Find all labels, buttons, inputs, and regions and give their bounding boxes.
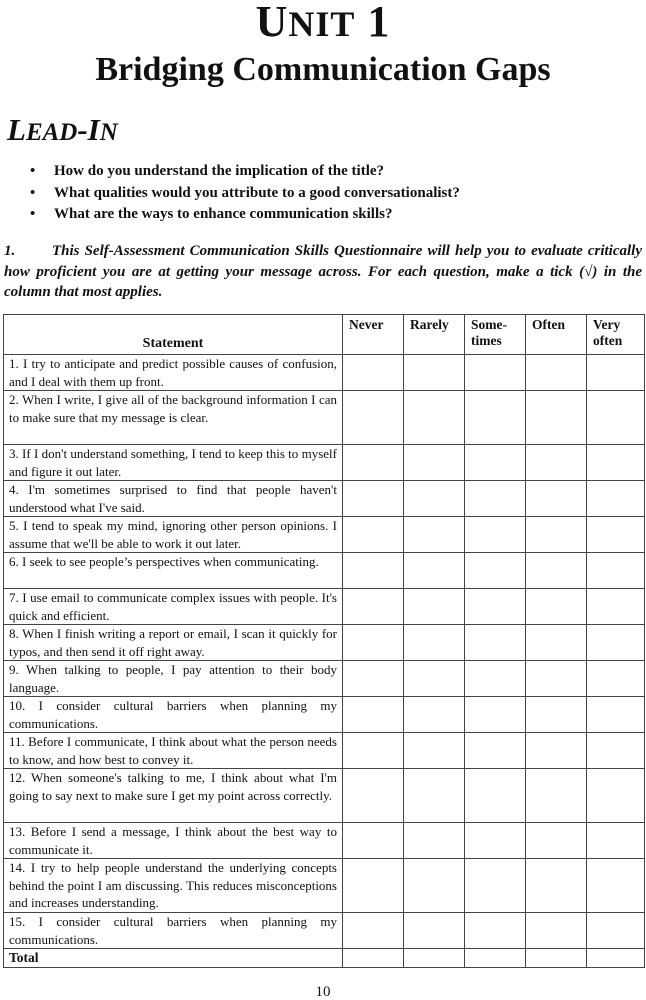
exercise-number: 1. [4,243,16,259]
header-sometimes: Some-times [465,315,526,355]
total-label: Total [4,949,343,968]
tick-cell-often[interactable] [526,769,587,823]
tick-cell-often[interactable] [526,913,587,949]
tick-cell-rarely[interactable] [404,625,465,661]
header-rarely: Rarely [404,315,465,355]
header-statement: Statement [4,315,343,355]
tick-cell-rarely[interactable] [404,859,465,913]
table-row [4,733,645,769]
lead-in-question: • How do you understand the implication of the title? [30,161,460,183]
tick-cell-often[interactable] [526,625,587,661]
tick-cell-never[interactable] [343,355,404,391]
lead-in-question: • What are the ways to enhance communication skills? [30,204,460,226]
tick-cell-often[interactable] [526,733,587,769]
page-number: 10 [315,984,331,1000]
tick-cell-rarely[interactable] [404,589,465,625]
total-cell-rarely[interactable] [404,949,465,968]
tick-cell-never[interactable] [343,823,404,859]
tick-cell-very-often[interactable] [587,589,645,625]
tick-cell-often[interactable] [526,589,587,625]
table-row [4,697,645,733]
tick-cell-very-often[interactable] [587,517,645,553]
exercise-text: This Self-Assessment Communication Skills Questionnaire will help you to evaluate critically how proficient you are at getting your message across. For each question, make a tick (√) in the column that most applies. [4,243,642,300]
statement-cell: 14. I try to help people understand the underlying concepts behind the point I am discussing. This reduces misconceptions and increases understanding. [4,859,343,913]
tick-cell-very-often[interactable] [587,859,645,913]
tick-cell-sometimes[interactable] [465,481,526,517]
tick-cell-often[interactable] [526,445,587,481]
page-title: Bridging Communication Gaps [95,51,551,88]
tick-cell-sometimes[interactable] [465,697,526,733]
tick-cell-sometimes[interactable] [465,589,526,625]
statement-cell: 13. Before I send a message, I think about the best way to communicate it. [4,823,343,859]
statement-cell: 5. I tend to speak my mind, ignoring other person opinions. I assume that we'll be able to work it out later. [4,517,343,553]
tick-cell-rarely[interactable] [404,355,465,391]
tick-cell-never[interactable] [343,625,404,661]
tick-cell-very-often[interactable] [587,481,645,517]
tick-cell-rarely[interactable] [404,769,465,823]
header-never: Never [343,315,404,355]
tick-cell-very-often[interactable] [587,553,645,589]
statement-cell: 2. When I write, I give all of the background information I can to make sure that my message is clear. [4,391,343,445]
tick-cell-rarely[interactable] [404,661,465,697]
unit-heading: UNIT 1 [255,0,391,46]
tick-cell-very-often[interactable] [587,769,645,823]
table-row [4,355,645,391]
table-row [4,391,645,445]
tick-cell-sometimes[interactable] [465,553,526,589]
table-row [4,859,645,913]
table-header-row [4,315,645,355]
tick-cell-never[interactable] [343,553,404,589]
tick-cell-very-often[interactable] [587,733,645,769]
tick-cell-sometimes[interactable] [465,391,526,445]
total-cell-often[interactable] [526,949,587,968]
total-cell-never[interactable] [343,949,404,968]
questionnaire-table [3,314,645,968]
tick-cell-rarely[interactable] [404,913,465,949]
lead-in-questions [30,161,460,226]
tick-cell-never[interactable] [343,859,404,913]
statement-cell: 15. I consider cultural barriers when planning my communications. [4,913,343,949]
table-row [4,517,645,553]
tick-cell-often[interactable] [526,697,587,733]
table-row [4,661,645,697]
statement-cell: 6. I seek to see people’s perspectives when communicating. [4,553,343,589]
total-row [4,949,645,968]
total-cell-sometimes[interactable] [465,949,526,968]
tick-cell-often[interactable] [526,823,587,859]
table-row [4,625,645,661]
tick-cell-sometimes[interactable] [465,733,526,769]
tick-cell-never[interactable] [343,769,404,823]
tick-cell-sometimes[interactable] [465,625,526,661]
tick-cell-sometimes[interactable] [465,769,526,823]
lead-in-heading: LEAD-IN [7,112,118,147]
tick-cell-never[interactable] [343,697,404,733]
exercise-instruction [4,241,642,303]
tick-cell-rarely[interactable] [404,391,465,445]
tick-cell-very-often[interactable] [587,445,645,481]
tick-cell-often[interactable] [526,859,587,913]
tick-cell-often[interactable] [526,517,587,553]
tick-cell-often[interactable] [526,355,587,391]
tick-cell-rarely[interactable] [404,733,465,769]
tick-cell-very-often[interactable] [587,625,645,661]
tick-cell-often[interactable] [526,481,587,517]
tick-cell-never[interactable] [343,391,404,445]
tick-cell-rarely[interactable] [404,481,465,517]
tick-cell-rarely[interactable] [404,445,465,481]
header-very-often: Very often [587,315,645,355]
tick-cell-often[interactable] [526,661,587,697]
tick-cell-never[interactable] [343,913,404,949]
statement-cell: 7. I use email to communicate complex issues with people. It's quick and efficient. [4,589,343,625]
tick-cell-very-often[interactable] [587,697,645,733]
tick-cell-rarely[interactable] [404,553,465,589]
tick-cell-often[interactable] [526,553,587,589]
tick-cell-very-often[interactable] [587,913,645,949]
statement-cell: 10. I consider cultural barriers when planning my communications. [4,697,343,733]
tick-cell-sometimes[interactable] [465,859,526,913]
statement-cell: 12. When someone's talking to me, I think about what I'm going to say next to make sure I get my point across correctly. [4,769,343,823]
statement-cell: 4. I'm sometimes surprised to find that people haven't understood what I've said. [4,481,343,517]
tick-cell-rarely[interactable] [404,823,465,859]
statement-cell: 1. I try to anticipate and predict possible causes of confusion, and I deal with them up front. [4,355,343,391]
tick-cell-never[interactable] [343,481,404,517]
tick-cell-never[interactable] [343,517,404,553]
tick-cell-never[interactable] [343,589,404,625]
tick-cell-sometimes[interactable] [465,661,526,697]
tick-cell-sometimes[interactable] [465,355,526,391]
statement-cell: 9. When talking to people, I pay attention to their body language. [4,661,343,697]
table-row [4,553,645,589]
statement-cell: 11. Before I communicate, I think about what the person needs to know, and how best to convey it. [4,733,343,769]
tick-cell-sometimes[interactable] [465,823,526,859]
table-row [4,769,645,823]
table-row [4,481,645,517]
tick-cell-rarely[interactable] [404,697,465,733]
tick-cell-sometimes[interactable] [465,445,526,481]
tick-cell-very-often[interactable] [587,823,645,859]
tick-cell-rarely[interactable] [404,517,465,553]
total-cell-very-often[interactable] [587,949,645,968]
tick-cell-never[interactable] [343,733,404,769]
statement-cell: 8. When I finish writing a report or email, I scan it quickly for typos, and then send it off right away. [4,625,343,661]
tick-cell-never[interactable] [343,661,404,697]
tick-cell-sometimes[interactable] [465,517,526,553]
lead-in-question: • What qualities would you attribute to a good conversationalist? [30,183,460,205]
statement-cell: 3. If I don't understand something, I tend to keep this to myself and figure it out later. [4,445,343,481]
tick-cell-very-often[interactable] [587,355,645,391]
tick-cell-sometimes[interactable] [465,913,526,949]
tick-cell-very-often[interactable] [587,391,645,445]
tick-cell-often[interactable] [526,391,587,445]
table-row [4,589,645,625]
table-row [4,445,645,481]
header-often: Often [526,315,587,355]
table-row [4,823,645,859]
tick-cell-never[interactable] [343,445,404,481]
tick-cell-very-often[interactable] [587,661,645,697]
table-row [4,913,645,949]
